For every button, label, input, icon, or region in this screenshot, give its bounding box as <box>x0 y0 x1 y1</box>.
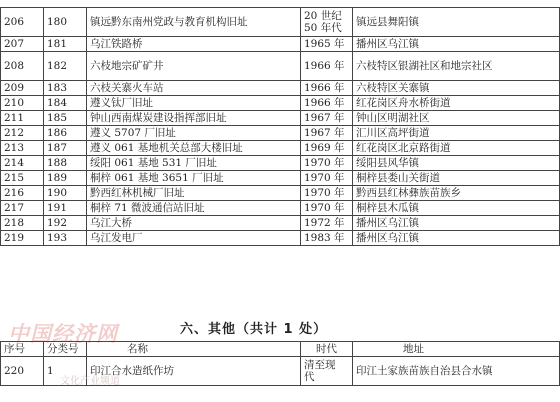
table-row <box>1 216 560 231</box>
row-name: 乌江铁路桥 <box>87 37 301 52</box>
row-name: 六枝地宗矿矿井 <box>87 52 301 81</box>
row-category: 180 <box>44 8 87 37</box>
row-address: 红花岗区北京路街道 <box>353 141 560 156</box>
row-number: 210 <box>1 96 44 111</box>
table-row <box>1 171 560 186</box>
row-address: 印江土家族苗族自治县合水镇 <box>353 357 560 386</box>
table-row <box>1 201 560 216</box>
header-name: 名称 <box>87 342 301 357</box>
table-row <box>1 156 560 171</box>
row-era: 1983 年 <box>301 231 353 246</box>
row-address: 播州区乌江镇 <box>353 216 560 231</box>
row-address: 黔西县红林彝族苗族乡 <box>353 186 560 201</box>
table-row <box>1 111 560 126</box>
row-era: 1970 年 <box>301 201 353 216</box>
row-address: 汇川区高坪街道 <box>353 126 560 141</box>
row-era: 20 世纪 50 年代 <box>301 8 353 37</box>
row-name: 桐梓 71 微波通信站旧址 <box>87 201 301 216</box>
table-row <box>1 357 560 386</box>
row-name: 乌江大桥 <box>87 216 301 231</box>
table-row <box>1 52 560 81</box>
row-number: 209 <box>1 81 44 96</box>
row-era: 1970 年 <box>301 171 353 186</box>
row-category: 186 <box>44 126 87 141</box>
row-address: 六枝特区银湖社区和地宗社区 <box>353 52 560 81</box>
row-address: 播州区乌江镇 <box>353 37 560 52</box>
row-era: 1967 年 <box>301 111 353 126</box>
table-row <box>1 96 560 111</box>
row-name: 钟山西南煤炭建设指挥部旧址 <box>87 111 301 126</box>
row-name: 黔西红林机械厂旧址 <box>87 186 301 201</box>
row-era: 清至现 代 <box>301 357 353 386</box>
watermark-subtitle: 文化产业频道 <box>60 376 120 387</box>
row-name: 绥阳 061 基地 531 厂旧址 <box>87 156 301 171</box>
row-name: 印江合水造纸作坊 <box>87 357 301 386</box>
header-no: 序号 <box>1 342 44 357</box>
row-category: 191 <box>44 201 87 216</box>
header-category: 分类号 <box>44 342 87 357</box>
row-address: 钟山区明湖社区 <box>353 111 560 126</box>
row-category: 187 <box>44 141 87 156</box>
row-address: 桐梓县娄山关街道 <box>353 171 560 186</box>
row-number: 216 <box>1 186 44 201</box>
row-name: 桐梓 061 基地 3651 厂旧址 <box>87 171 301 186</box>
row-number: 211 <box>1 111 44 126</box>
row-address: 绥阳县风华镇 <box>353 156 560 171</box>
row-number: 214 <box>1 156 44 171</box>
table-row <box>1 126 560 141</box>
row-category: 184 <box>44 96 87 111</box>
row-number: 219 <box>1 231 44 246</box>
row-name: 六枝关寨火车站 <box>87 81 301 96</box>
table-row <box>1 186 560 201</box>
row-category: 192 <box>44 216 87 231</box>
row-address: 桐梓县木瓜镇 <box>353 201 560 216</box>
row-era: 1966 年 <box>301 96 353 111</box>
row-number: 217 <box>1 201 44 216</box>
row-category: 182 <box>44 52 87 81</box>
table-header-row <box>1 342 560 357</box>
header-era: 时代 <box>301 342 353 357</box>
row-number: 207 <box>1 37 44 52</box>
row-number: 213 <box>1 141 44 156</box>
row-category: 181 <box>44 37 87 52</box>
row-category: 185 <box>44 111 87 126</box>
row-category: 190 <box>44 186 87 201</box>
row-address: 红花岗区舟水桥街道 <box>353 96 560 111</box>
heritage-table <box>0 7 560 246</box>
table-row <box>1 231 560 246</box>
row-name: 镇远黔东南州党政与教育机构旧址 <box>87 8 301 37</box>
row-era: 1972 年 <box>301 216 353 231</box>
other-sites-table <box>0 341 560 386</box>
row-era: 1970 年 <box>301 186 353 201</box>
row-name: 遵义 061 基地机关总部大楼旧址 <box>87 141 301 156</box>
row-number: 206 <box>1 8 44 37</box>
row-address: 播州区乌江镇 <box>353 231 560 246</box>
row-number: 208 <box>1 52 44 81</box>
table-row <box>1 81 560 96</box>
row-category: 188 <box>44 156 87 171</box>
table-row <box>1 37 560 52</box>
row-era: 1969 年 <box>301 141 353 156</box>
table-row <box>1 8 560 37</box>
header-address: 地址 <box>353 342 560 357</box>
row-name: 遵义钛厂旧址 <box>87 96 301 111</box>
row-category: 1 <box>44 357 87 386</box>
row-category: 189 <box>44 171 87 186</box>
row-number: 220 <box>1 357 44 386</box>
row-number: 218 <box>1 216 44 231</box>
row-category: 193 <box>44 231 87 246</box>
row-number: 215 <box>1 171 44 186</box>
table-row <box>1 141 560 156</box>
row-era: 1966 年 <box>301 52 353 81</box>
row-name: 遵义 5707 厂旧址 <box>87 126 301 141</box>
row-number: 212 <box>1 126 44 141</box>
row-name: 乌江发电厂 <box>87 231 301 246</box>
row-era: 1966 年 <box>301 81 353 96</box>
row-address: 六枝特区关寨镇 <box>353 81 560 96</box>
watermark-logo: 中国经济网 <box>8 321 118 346</box>
section-heading: 六、其他（共计 1 处） <box>180 322 328 337</box>
row-era: 1967 年 <box>301 126 353 141</box>
row-category: 183 <box>44 81 87 96</box>
row-era: 1970 年 <box>301 156 353 171</box>
row-address: 镇远县舞阳镇 <box>353 8 560 37</box>
row-era: 1965 年 <box>301 37 353 52</box>
